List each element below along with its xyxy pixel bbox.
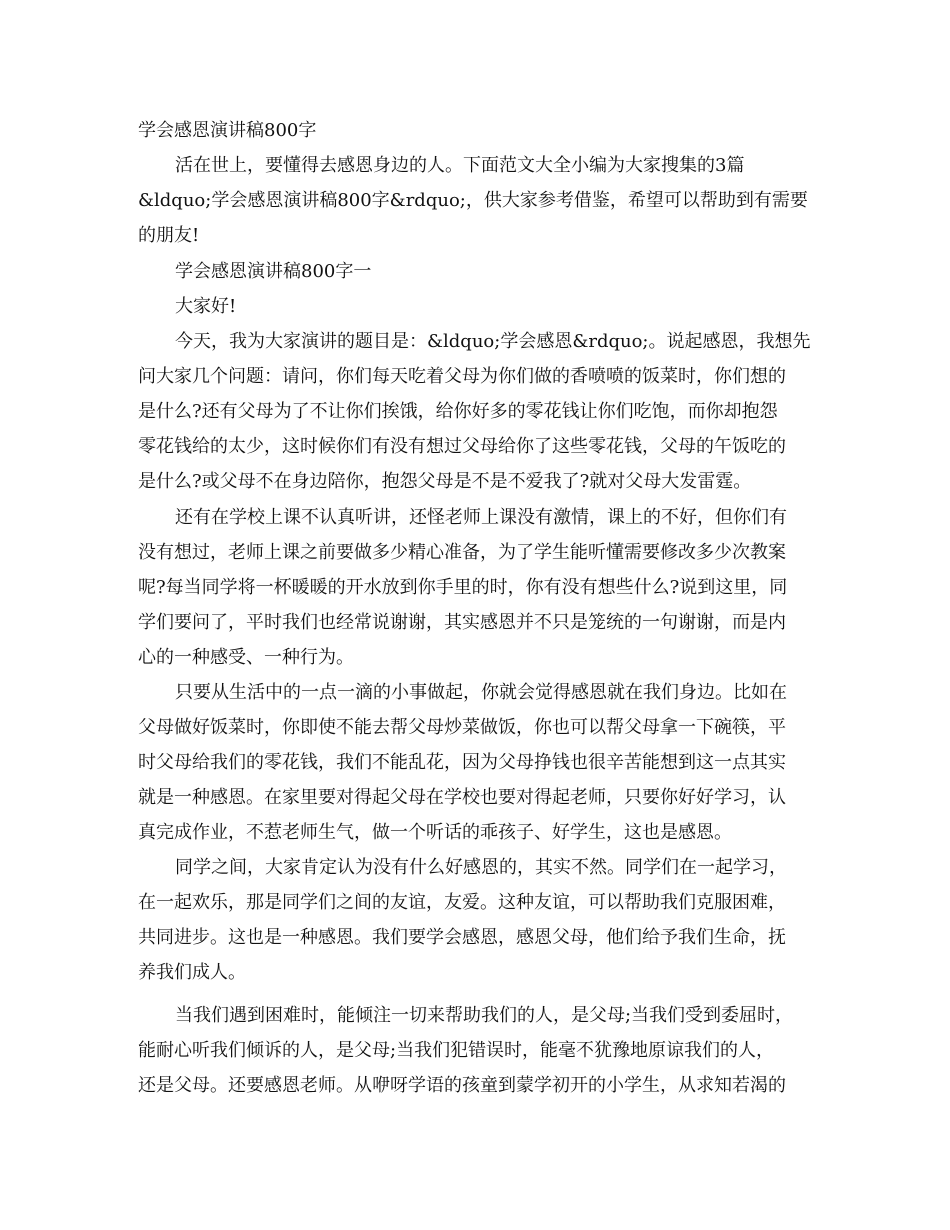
paragraph-line: 就是一种感恩。在家里要对得起父母在学校也要对得起老师，只要你好好学习，认	[138, 787, 786, 808]
paragraph-line: 问大家几个问题：请问，你们每天吃着父母为你们做的香喷喷的饭菜时，你们想的	[138, 366, 786, 387]
paragraph-line: 还是父母。还要感恩老师。从咿呀学语的孩童到蒙学初开的小学生，从求知若渴的	[138, 1075, 786, 1096]
paragraph-line: 同学之间，大家肯定认为没有什么好感恩的，其实不然。同学们在一起学习，	[175, 857, 787, 878]
paragraph-line: 活在世上，要懂得去感恩身边的人。下面范文大全小编为大家搜集的3篇	[175, 155, 745, 176]
paragraph-line: 在一起欢乐，那是同学们之间的友谊，友爱。这种友谊，可以帮助我们克服困难，	[138, 892, 786, 913]
paragraph-line: 当我们遇到困难时，能倾注一切来帮助我们的人，是父母;当我们受到委屈时，	[175, 1005, 794, 1026]
paragraph-line: 只要从生活中的一点一滴的小事做起，你就会觉得感恩就在我们身边。比如在	[175, 682, 787, 703]
paragraph-line: &ldquo;学会感恩演讲稿800字&rdquo;，供大家参考借鉴，希望可以帮助到有需要	[138, 190, 808, 211]
paragraph-line: 养我们成人。	[138, 962, 246, 983]
paragraph-line: 呢?每当同学将一杯暖暖的开水放到你手里的时，你有没有想些什么?说到这里，同	[138, 577, 788, 598]
paragraph-line: 能耐心听我们倾诉的人，是父母;当我们犯错误时，能毫不犹豫地原谅我们的人，	[138, 1040, 775, 1061]
greeting-line: 大家好!	[175, 296, 237, 317]
paragraph-line: 真完成作业，不惹老师生气，做一个听话的乖孩子、好学生，这也是感恩。	[138, 822, 732, 843]
paragraph-line: 心的一种感受、一种行为。	[138, 647, 354, 668]
paragraph-line: 还有在学校上课不认真听讲，还怪老师上课没有激情，课上的不好，但你们有	[175, 507, 787, 528]
document-title: 学会感恩演讲稿800字	[138, 120, 317, 141]
paragraph-line: 父母做好饭菜时，你即使不能去帮父母炒菜做饭，你也可以帮父母拿一下碗筷，平	[138, 717, 786, 738]
paragraph-line: 是什么?或父母不在身边陪你，抱怨父母是不是不爱我了?就对父母大发雷霆。	[138, 471, 752, 492]
paragraph-line: 共同进步。这也是一种感恩。我们要学会感恩，感恩父母，他们给予我们生命，抚	[138, 927, 786, 948]
paragraph-line: 今天，我为大家演讲的题目是：&ldquo;学会感恩&rdquo;。说起感恩，我想先	[175, 331, 811, 352]
paragraph-line: 时父母给我们的零花钱，我们不能乱花，因为父母挣钱也很辛苦能想到这一点其实	[138, 752, 786, 773]
paragraph-line: 学们要问了，平时我们也经常说谢谢，其实感恩并不只是笼统的一句谢谢，而是内	[138, 612, 786, 633]
paragraph-line: 的朋友!	[138, 225, 200, 246]
paragraph-line: 零花钱给的太少，这时候你们有没有想过父母给你了这些零花钱，父母的午饭吃的	[138, 436, 786, 457]
paragraph-line: 是什么?还有父母为了不让你们挨饿，给你好多的零花钱让你们吃饱，而你却抱怨	[138, 401, 778, 422]
paragraph-line: 没有想过，老师上课之前要做多少精心准备，为了学生能听懂需要修改多少次教案	[138, 542, 786, 563]
section-heading: 学会感恩演讲稿800字一	[175, 261, 372, 282]
